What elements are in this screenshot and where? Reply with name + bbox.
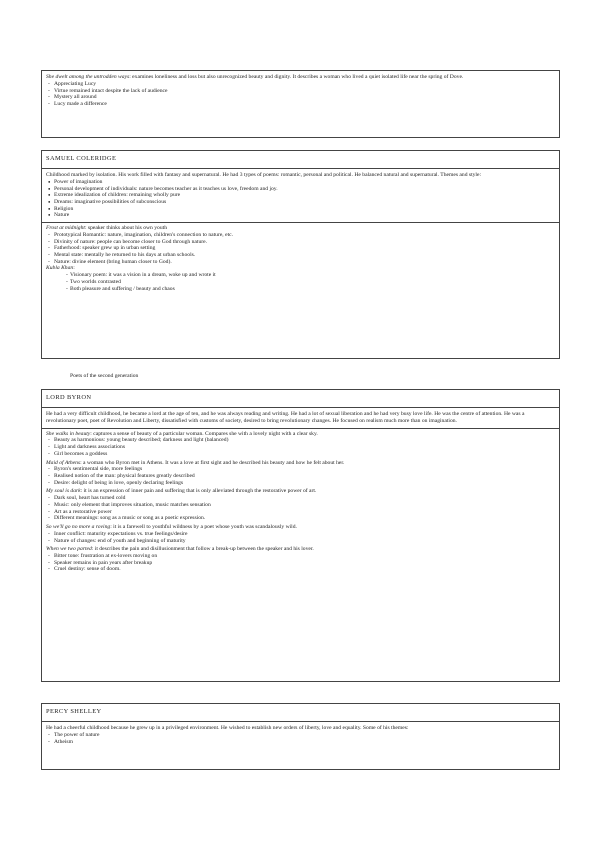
list-item: - Byron's sentimental side, more feelings: [46, 466, 555, 473]
byron-intro: He had a very difficult childhood, he became a lord at the age of ten, and he was always reading and writing. He had a lot of sexual liberation and he had very busy love life. He was the centre of attention. He was a revolutionary poet, poet of Revolution and Liberty, dissatisfied with customs of society, desired to bring revolutionary changes. He focused on realism much more than on imagination.: [46, 411, 525, 424]
dwelt-title: She dwelt among the untrodden ways: [46, 74, 130, 80]
beauty-description: She walks in beauty: captures a sense of beauty of a particular woman. Compares she with a lovely night with a clear sky.: [46, 430, 318, 437]
soul-title: My soul is dark: [46, 488, 81, 495]
list-item: - Visionary poem: it was a vision in a dream, woke up and wrote it: [46, 272, 555, 279]
shelley-header: PERCY SHELLEY: [42, 704, 559, 722]
coleridge-themes: [46, 179, 555, 219]
list-item: - Bitter tone: frustration at ex-lovers moving on: [46, 553, 555, 560]
list-item: - Music: only element that improves situation, music matches sensation: [46, 502, 555, 509]
beauty-title: She walks in beauty: [46, 430, 91, 437]
parted-list: [46, 553, 555, 573]
frost-title: Frost at midnight: [46, 225, 85, 232]
list-item: - Mystery all around: [46, 94, 555, 101]
list-item: ● Nature: [46, 212, 555, 219]
divider: [42, 222, 559, 223]
parted-title: When we two parted: [46, 546, 92, 553]
byron-header: LORD BYRON: [42, 390, 559, 408]
athens-title: Maid of Athens: [46, 459, 81, 466]
beauty-list: [46, 437, 555, 457]
list-item: - Two worlds contrasted: [46, 279, 555, 286]
kubla-title: Kubla Khan: [46, 265, 74, 272]
shelley-list: [46, 732, 555, 745]
list-item: - The power of nature: [46, 732, 555, 739]
list-item: ● Dreams: imaginative possibilities of subconscious: [46, 199, 555, 206]
list-item: - Dark soul, heart has turned cold: [46, 495, 555, 502]
list-item: - Desire: delight of being in love, openly declaring feelings: [46, 480, 555, 487]
dwelt-box: [41, 70, 560, 138]
frost-list: [46, 232, 555, 266]
byron-box: [41, 389, 560, 682]
list-item: - Prototypical Romantic: nature, imagination, children's connection to nature, etc.: [46, 232, 555, 239]
list-item: ● Power of imagination: [46, 179, 555, 186]
coleridge-box: [41, 150, 560, 359]
coleridge-intro: Childhood marked by isolation. His work filled with fantasy and supernatural. He had 3 types of poems: romantic, personal and political. He balanced natural and supernatural. Themes and style:: [46, 172, 482, 178]
dwelt-list: [46, 81, 555, 108]
athens-list: [46, 466, 555, 486]
list-item: - Lucy made a difference: [46, 101, 555, 108]
list-item: - Different meanings: song as a music or song as a poetic expression.: [46, 515, 555, 522]
list-item: ● Personal development of individuals: nature becomes teacher as it teaches us love, freedom and joy.: [46, 186, 555, 193]
list-item: - Nature: divine element (bring human closer to God).: [46, 259, 555, 266]
list-item: ● Extreme idealization of children: remaining wholly pure: [46, 192, 555, 199]
kubla-description: Kubla Khan:: [46, 265, 75, 272]
parted-description: When we two parted: it describes the pain and disillusionment that follow a break-up between the speaker and his lover.: [46, 546, 314, 553]
list-item: - Atheism: [46, 739, 555, 746]
list-item: - Fatherhood: speaker grew up in urban setting: [46, 245, 555, 252]
list-item: - Inner conflict: maturity expectations vs. true feelings/desire: [46, 531, 555, 538]
coleridge-header: SAMUEL COLERIDGE: [42, 151, 559, 169]
list-item: - Appreciating Lucy: [46, 81, 555, 88]
list-item: - Speaker remains in pain years after breakup: [46, 560, 555, 567]
soul-list: [46, 495, 555, 522]
dwelt-description: She dwelt among the untrodden ways: examines loneliness and loss but also unrecognized beauty and dignity. It describes a woman who lived a quiet isolated life near the spring of Dove.: [46, 74, 464, 80]
list-item: - Nature of changes: end of youth and beginning of maturity: [46, 538, 555, 545]
list-item: - Realised notion of the man: physical features greatly described: [46, 473, 555, 480]
list-item: - Virtue remained intact despite the lack of audience: [46, 88, 555, 95]
roving-description: So we'll go no more a roving: it is a farewell to youthful wildness by a poet whose youth was scandalously wild.: [46, 524, 297, 531]
second-generation-label: Poets of the second generation: [70, 373, 139, 379]
list-item: - Girl becomes a goddess: [46, 451, 555, 458]
list-item: - Cruel destiny: sense of doom.: [46, 566, 555, 573]
list-item: - Light and darkness associations: [46, 444, 555, 451]
shelley-box: [41, 703, 560, 770]
list-item: - Both pleasure and suffering / beauty and chaos: [46, 286, 555, 293]
list-item: - Art as a restorative power: [46, 509, 555, 516]
frost-description: Frost at midnight: speaker thinks about his own youth: [46, 225, 167, 232]
divider: [42, 428, 559, 429]
list-item: - Divinity of nature: people can become closer to God through nature.: [46, 239, 555, 246]
soul-description: My soul is dark: it is an expression of inner pain and suffering that is only alleviated through the restorative power of art.: [46, 488, 317, 495]
list-item: ● Religion: [46, 206, 555, 213]
kubla-list: [46, 272, 555, 292]
shelley-intro: He had a cheerful childhood because he grew up in a privileged environment. He wished to establish new orders of liberty, love and equality. Some of his themes:: [46, 725, 409, 731]
roving-list: [46, 531, 555, 544]
list-item: - Mental state: mentally he returned to his days at urban schools.: [46, 252, 555, 259]
athens-description: Maid of Athens: a woman who Byron met in Athens. It was a love at first sight and he described his beauty and how he felt about her.: [46, 459, 345, 466]
roving-title: So we'll go no more a roving: [46, 524, 111, 531]
list-item: - Beauty as harmonious: young beauty described; darkness and light (balanced): [46, 437, 555, 444]
